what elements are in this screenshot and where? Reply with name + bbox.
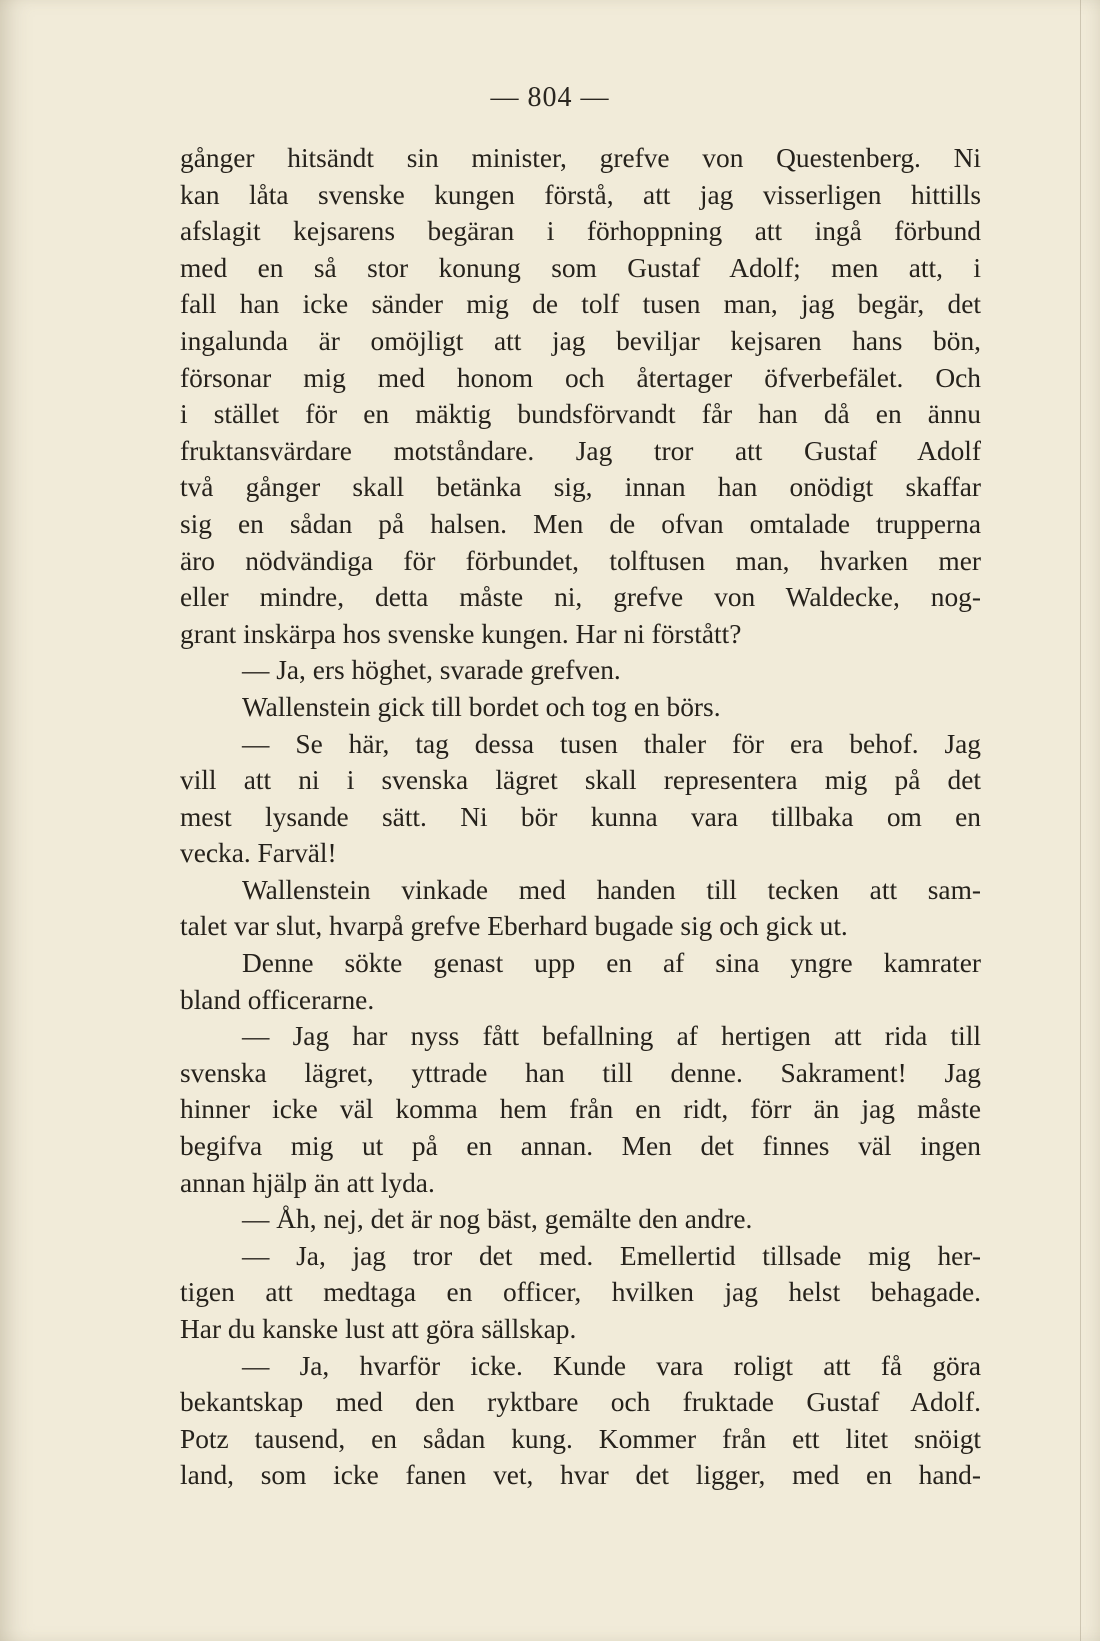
text-line: ingalunda är omöjligt att jag beviljar kejsaren hans bön, [180, 325, 981, 356]
text-line: Denne sökte genast upp en af sina yngre kamrater [242, 948, 981, 979]
text-line: kan låta svenske kungen förstå, att jag visserligen hittills [180, 179, 981, 210]
text-line: grant inskärpa hos svenske kungen. Har ni förstått? [180, 618, 742, 649]
text-line: bland officerarne. [180, 984, 375, 1015]
text-line: begifva mig ut på en annan. Men det finnes väl ingen [180, 1131, 981, 1162]
text-line: bekantskap med den ryktbare och fruktade Gustaf Adolf. [180, 1387, 981, 1418]
text-line: fruktansvärdare motståndare. Jag tror att Gustaf Adolf [180, 435, 981, 466]
text-line: — Ja, jag tror det med. Emellertid tillsade mig her- [242, 1240, 981, 1271]
text-line: — Åh, nej, det är nog bäst, gemälte den andre. [242, 1204, 753, 1235]
text-line: svenska lägret, yttrade han till denne. Sakrament! Jag [180, 1057, 981, 1088]
text-line: hinner icke väl komma hem från en ridt, förr än jag måste [180, 1094, 981, 1125]
text-line: sig en sådan på halsen. Men de ofvan omtalade trupperna [180, 508, 981, 539]
text-line: två gånger skall betänka sig, innan han onödigt skaffar [180, 472, 981, 503]
text-line: fall han icke sänder mig de tolf tusen man, jag begär, det [180, 289, 981, 320]
page-number: — 804 — [490, 82, 610, 113]
text-line: mest lysande sätt. Ni bör kunna vara tillbaka om en [180, 801, 981, 832]
text-line: vill att ni i svenska lägret skall representera mig på det [180, 765, 981, 796]
text-line: Har du kanske lust att göra sällskap. [180, 1314, 577, 1344]
text-line: med en så stor konung som Gustaf Adolf; men att, i [180, 252, 981, 283]
text-line: vecka. Farväl! [180, 838, 337, 869]
text-line: Wallenstein gick till bordet och tog en börs. [242, 691, 721, 722]
text-line: — Ja, ers höghet, svarade grefven. [242, 655, 621, 686]
text-line: annan hjälp än att lyda. [180, 1167, 435, 1198]
text-line: eller mindre, detta måste ni, grefve von Waldecke, nog- [180, 582, 981, 613]
text-line: — Ja, hvarför icke. Kunde vara roligt att få göra [242, 1350, 981, 1381]
text-line: försonar mig med honom och återtager öfverbefälet. Och [180, 362, 981, 393]
text-line: afslagit kejsarens begäran i förhoppning att ingå förbund [180, 216, 981, 247]
text-line: land, som icke fanen vet, hvar det ligger, med en hand- [180, 1460, 981, 1491]
text-line: Wallenstein vinkade med handen till tecken att sam- [242, 874, 981, 905]
text-line: talet var slut, hvarpå grefve Eberhard bugade sig och gick ut. [180, 911, 848, 942]
text-line: — Jag har nyss fått befallning af hertigen att rida till [242, 1021, 981, 1052]
text-line: äro nödvändiga för förbundet, tolftusen man, hvarken mer [180, 545, 981, 576]
text-line: tigen att medtaga en officer, hvilken jag helst behagade. [180, 1277, 981, 1308]
text-line: gånger hitsändt sin minister, grefve von Questenberg. Ni [180, 143, 981, 173]
text-line: — Se här, tag dessa tusen thaler för era behof. Jag [242, 728, 981, 759]
text-line: i stället för en mäktig bundsförvandt får han då en ännu [180, 399, 981, 430]
text-line: Potz tausend, en sådan kung. Kommer från ett litet snöigt [180, 1423, 981, 1454]
page-edge-line [1080, 0, 1081, 1641]
body-text [180, 140, 981, 1494]
